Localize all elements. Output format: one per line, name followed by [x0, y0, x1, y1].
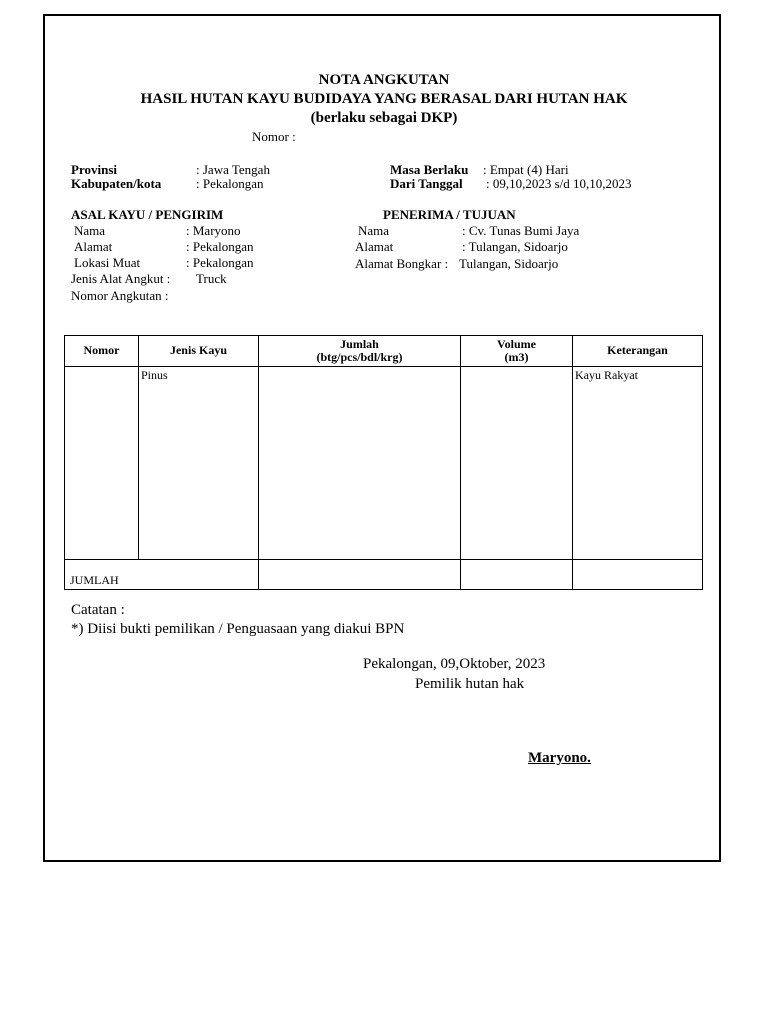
masa-berlaku-value: : Empat (4) Hari [483, 162, 569, 177]
header-jumlah-line1: Jumlah [340, 336, 379, 351]
cell-volume [461, 367, 573, 560]
sender-alamat-value: : Pekalongan [186, 239, 254, 254]
jenis-alat-value: Truck [196, 271, 227, 286]
catatan-line: *) Diisi bukti pemilikan / Penguasaan yang diakui BPN [71, 621, 405, 637]
place-date: Pekalongan, 09,Oktober, 2023 [363, 656, 546, 672]
total-jumlah [259, 560, 461, 590]
header-jumlah-line2: (btg/pcs/bdl/krg) [316, 350, 403, 364]
cell-jenis-kayu: Pinus [139, 367, 259, 560]
cell-keterangan: Kayu Rakyat [573, 367, 703, 560]
receiver-nama-value: : Cv. Tunas Bumi Jaya [462, 223, 580, 238]
header-jumlah [259, 336, 461, 367]
cell-jumlah [259, 367, 461, 560]
alamat-bongkar-label: Alamat Bongkar : [355, 256, 449, 271]
nomor-angkutan-label: Nomor Angkutan : [71, 288, 169, 303]
header-keterangan: Keterangan [573, 336, 703, 367]
header-volume-line2: (m3) [504, 350, 529, 364]
masa-berlaku-label: Masa Berlaku [390, 162, 469, 177]
sender-lokasi-label: Lokasi Muat [74, 255, 141, 270]
header-volume-line1: Volume [497, 336, 536, 351]
receiver-alamat-label: Alamat [355, 239, 394, 254]
cell-nomor [65, 367, 139, 560]
jenis-alat-label: Jenis Alat Angkut : [71, 271, 171, 286]
receiver-heading: PENERIMA / TUJUAN [383, 207, 516, 222]
doc-title: NOTA ANGKUTAN [318, 72, 450, 88]
table-row [65, 367, 703, 560]
signatory-name: Maryono. [528, 750, 591, 766]
nomor-label: Nomor : [252, 129, 296, 144]
receiver-alamat-value: : Tulangan, Sidoarjo [462, 239, 568, 254]
doc-subtitle-note: (berlaku sebagai DKP) [310, 110, 458, 126]
signatory-role: Pemilik hutan hak [415, 676, 525, 692]
catatan-label: Catatan : [71, 602, 125, 618]
sender-nama-value: : Maryono [186, 223, 241, 238]
kabupaten-value: : Pekalongan [196, 176, 264, 191]
total-label: JUMLAH [65, 560, 259, 590]
header-jenis-kayu: Jenis Kayu [139, 336, 259, 367]
sender-nama-label: Nama [74, 223, 106, 238]
sender-alamat-label: Alamat [74, 239, 113, 254]
cargo-table [64, 335, 703, 590]
table-total-row [65, 560, 703, 590]
receiver-nama-label: Nama [358, 223, 390, 238]
total-keterangan [573, 560, 703, 590]
provinsi-value: : Jawa Tengah [196, 162, 270, 177]
header-volume [461, 336, 573, 367]
provinsi-label: Provinsi [71, 162, 117, 177]
dari-tanggal-label: Dari Tanggal [390, 176, 463, 191]
dari-tanggal-value: : 09,10,2023 s/d 10,10,2023 [486, 176, 632, 191]
alamat-bongkar-value: Tulangan, Sidoarjo [459, 256, 559, 271]
header-nomor: Nomor [65, 336, 139, 367]
table-header-row [65, 336, 703, 367]
sender-lokasi-value: : Pekalongan [186, 255, 254, 270]
doc-subtitle: HASIL HUTAN KAYU BUDIDAYA YANG BERASAL DARI HUTAN HAK [140, 91, 628, 107]
total-volume [461, 560, 573, 590]
kabupaten-label: Kabupaten/kota [71, 176, 162, 191]
sender-heading: ASAL KAYU / PENGIRIM [71, 207, 224, 222]
